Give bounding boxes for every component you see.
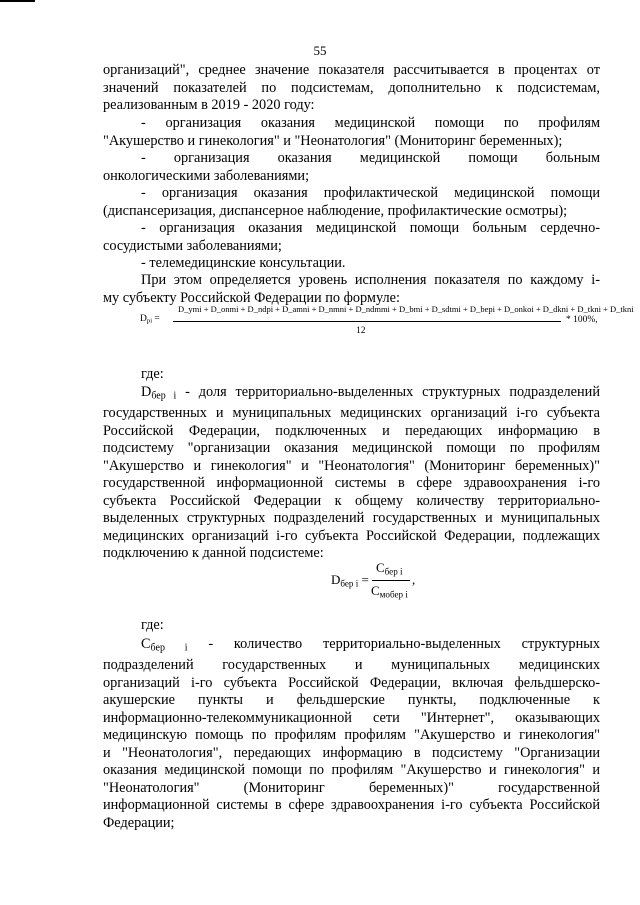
- formula-multiplier: * 100%,: [566, 315, 598, 325]
- text-line: организаций", среднее значение показателя рассчитывается в процентах от: [103, 62, 600, 78]
- text-line: му субъекту Российской Федерации по формуле:: [103, 289, 400, 306]
- text-line: реализованным в 2019 - 2020 году:: [103, 97, 315, 113]
- where-label-1: [103, 366, 600, 384]
- text-line: "Неонатология" (Мониторинг беременных)" государственной: [103, 779, 600, 796]
- where-label-2: [103, 617, 600, 635]
- fraction-bar: [372, 580, 410, 581]
- paragraph-4: [103, 636, 600, 832]
- formula-lhs: $D_{pi}$ =: [140, 314, 160, 325]
- list-item: - организация оказания профилактической медицинской помощи: [141, 185, 600, 201]
- formula-comma: ,: [412, 572, 416, 587]
- text-line: Федерации;: [103, 814, 175, 831]
- top-edge-line: [0, 0, 35, 2]
- text-line: При этом определяется уровень исполнения показателя по каждому i-: [141, 272, 600, 288]
- text-line: Российской Федерации, подключенных и передающих информацию в: [103, 422, 600, 439]
- text-line: значений показателей по подсистемам, дополнительно к подсистемам,: [103, 79, 600, 96]
- where-text: где:: [141, 617, 164, 633]
- text-line: "Акушерство и гинекология" и "Неонатология" (Мониторинг беременных)": [103, 457, 600, 474]
- text-line: информационной системы в сфере здравоохранения i-го субъекта Российской: [103, 797, 600, 813]
- list-item: - организация оказания медицинской помощи по профилям: [141, 115, 600, 131]
- paragraph-2: [103, 272, 600, 307]
- text-line: $C_{бер i}$ - количество территориально-выделенных структурных: [141, 636, 600, 654]
- list-item-cont: онкологическими заболеваниями;: [103, 167, 310, 184]
- paragraph-3: [103, 384, 600, 563]
- subsystem-list: [103, 115, 600, 273]
- text-line: информационно-телекоммуникационной сети "Интернет", оказывающих: [103, 709, 600, 726]
- text-line: оказания медицинской помощи по профилям "Акушерство и гинекология" и: [103, 762, 600, 778]
- formula-denominator: 12: [356, 326, 366, 336]
- text-line: акушерские пункты и фельдшерские пункты, подключенные к: [103, 692, 600, 708]
- formula-lhs: $D_{бер i}$ =: [331, 572, 369, 589]
- paragraph-1: [103, 62, 600, 115]
- text-line: государственной информационной системы в сфере здравоохранения i-го: [103, 475, 600, 491]
- text-line: государственных и муниципальных медицинских организаций i-го субъекта: [103, 405, 600, 421]
- text-line: $D_{бер i}$ - доля территориально-выделенных структурных подразделений: [141, 384, 600, 402]
- list-item-cont: "Акушерство и гинекология" и "Неонатология" (Мониторинг беременных);: [103, 132, 563, 149]
- list-item-cont: сосудистыми заболеваниями;: [103, 237, 282, 254]
- text-line: подразделений государственных и муниципальных медицинских: [103, 657, 600, 673]
- formula-denominator: $C_{мобер i}$: [371, 583, 408, 600]
- formula-numerator: D_ymi + D_onmi + D_ndpi + D_amni + D_nmni + D_ndmmi + D_bmi + D_sdtmi + D_bepi + D_onkoi + D_dkni + D_tkni + D_tkni: [178, 304, 634, 314]
- formula-numerator: $C_{бер i}$: [376, 560, 403, 577]
- list-item-cont: (диспансеризация, диспансерное наблюдение, профилактические осмотры);: [103, 202, 568, 219]
- text-line: подключению к данной подсистеме:: [103, 545, 324, 561]
- list-item: - организация оказания медицинской помощи больным: [141, 150, 600, 166]
- fraction-bar: [173, 321, 561, 322]
- list-item: - организация оказания медицинской помощи больным сердечно-: [141, 220, 600, 236]
- page-number: 55: [313, 43, 327, 58]
- list-item: - телемедицинские консультации.: [141, 255, 346, 271]
- text-line: медицинских организаций i-го субъекта Российской Федерации, подлежащих: [103, 527, 600, 544]
- text-line: медицинскую помощь по профилям профилям "Акушерство и гинекология": [103, 727, 600, 743]
- where-text: где:: [141, 366, 164, 382]
- text-line: и "Неонатология", передающих информацию в подсистему "Организации: [103, 744, 600, 761]
- text-line: организаций i-го субъекта Российской Федерации, включая фельдшерско-: [103, 674, 600, 691]
- text-line: подсистему "организации оказания медицинской помощи по профилям: [103, 440, 600, 456]
- text-line: выделенных структурных подразделений государственных и муниципальных: [103, 510, 600, 526]
- text-line: субъекта Российской Федерации к общему количеству территориально-: [103, 492, 600, 509]
